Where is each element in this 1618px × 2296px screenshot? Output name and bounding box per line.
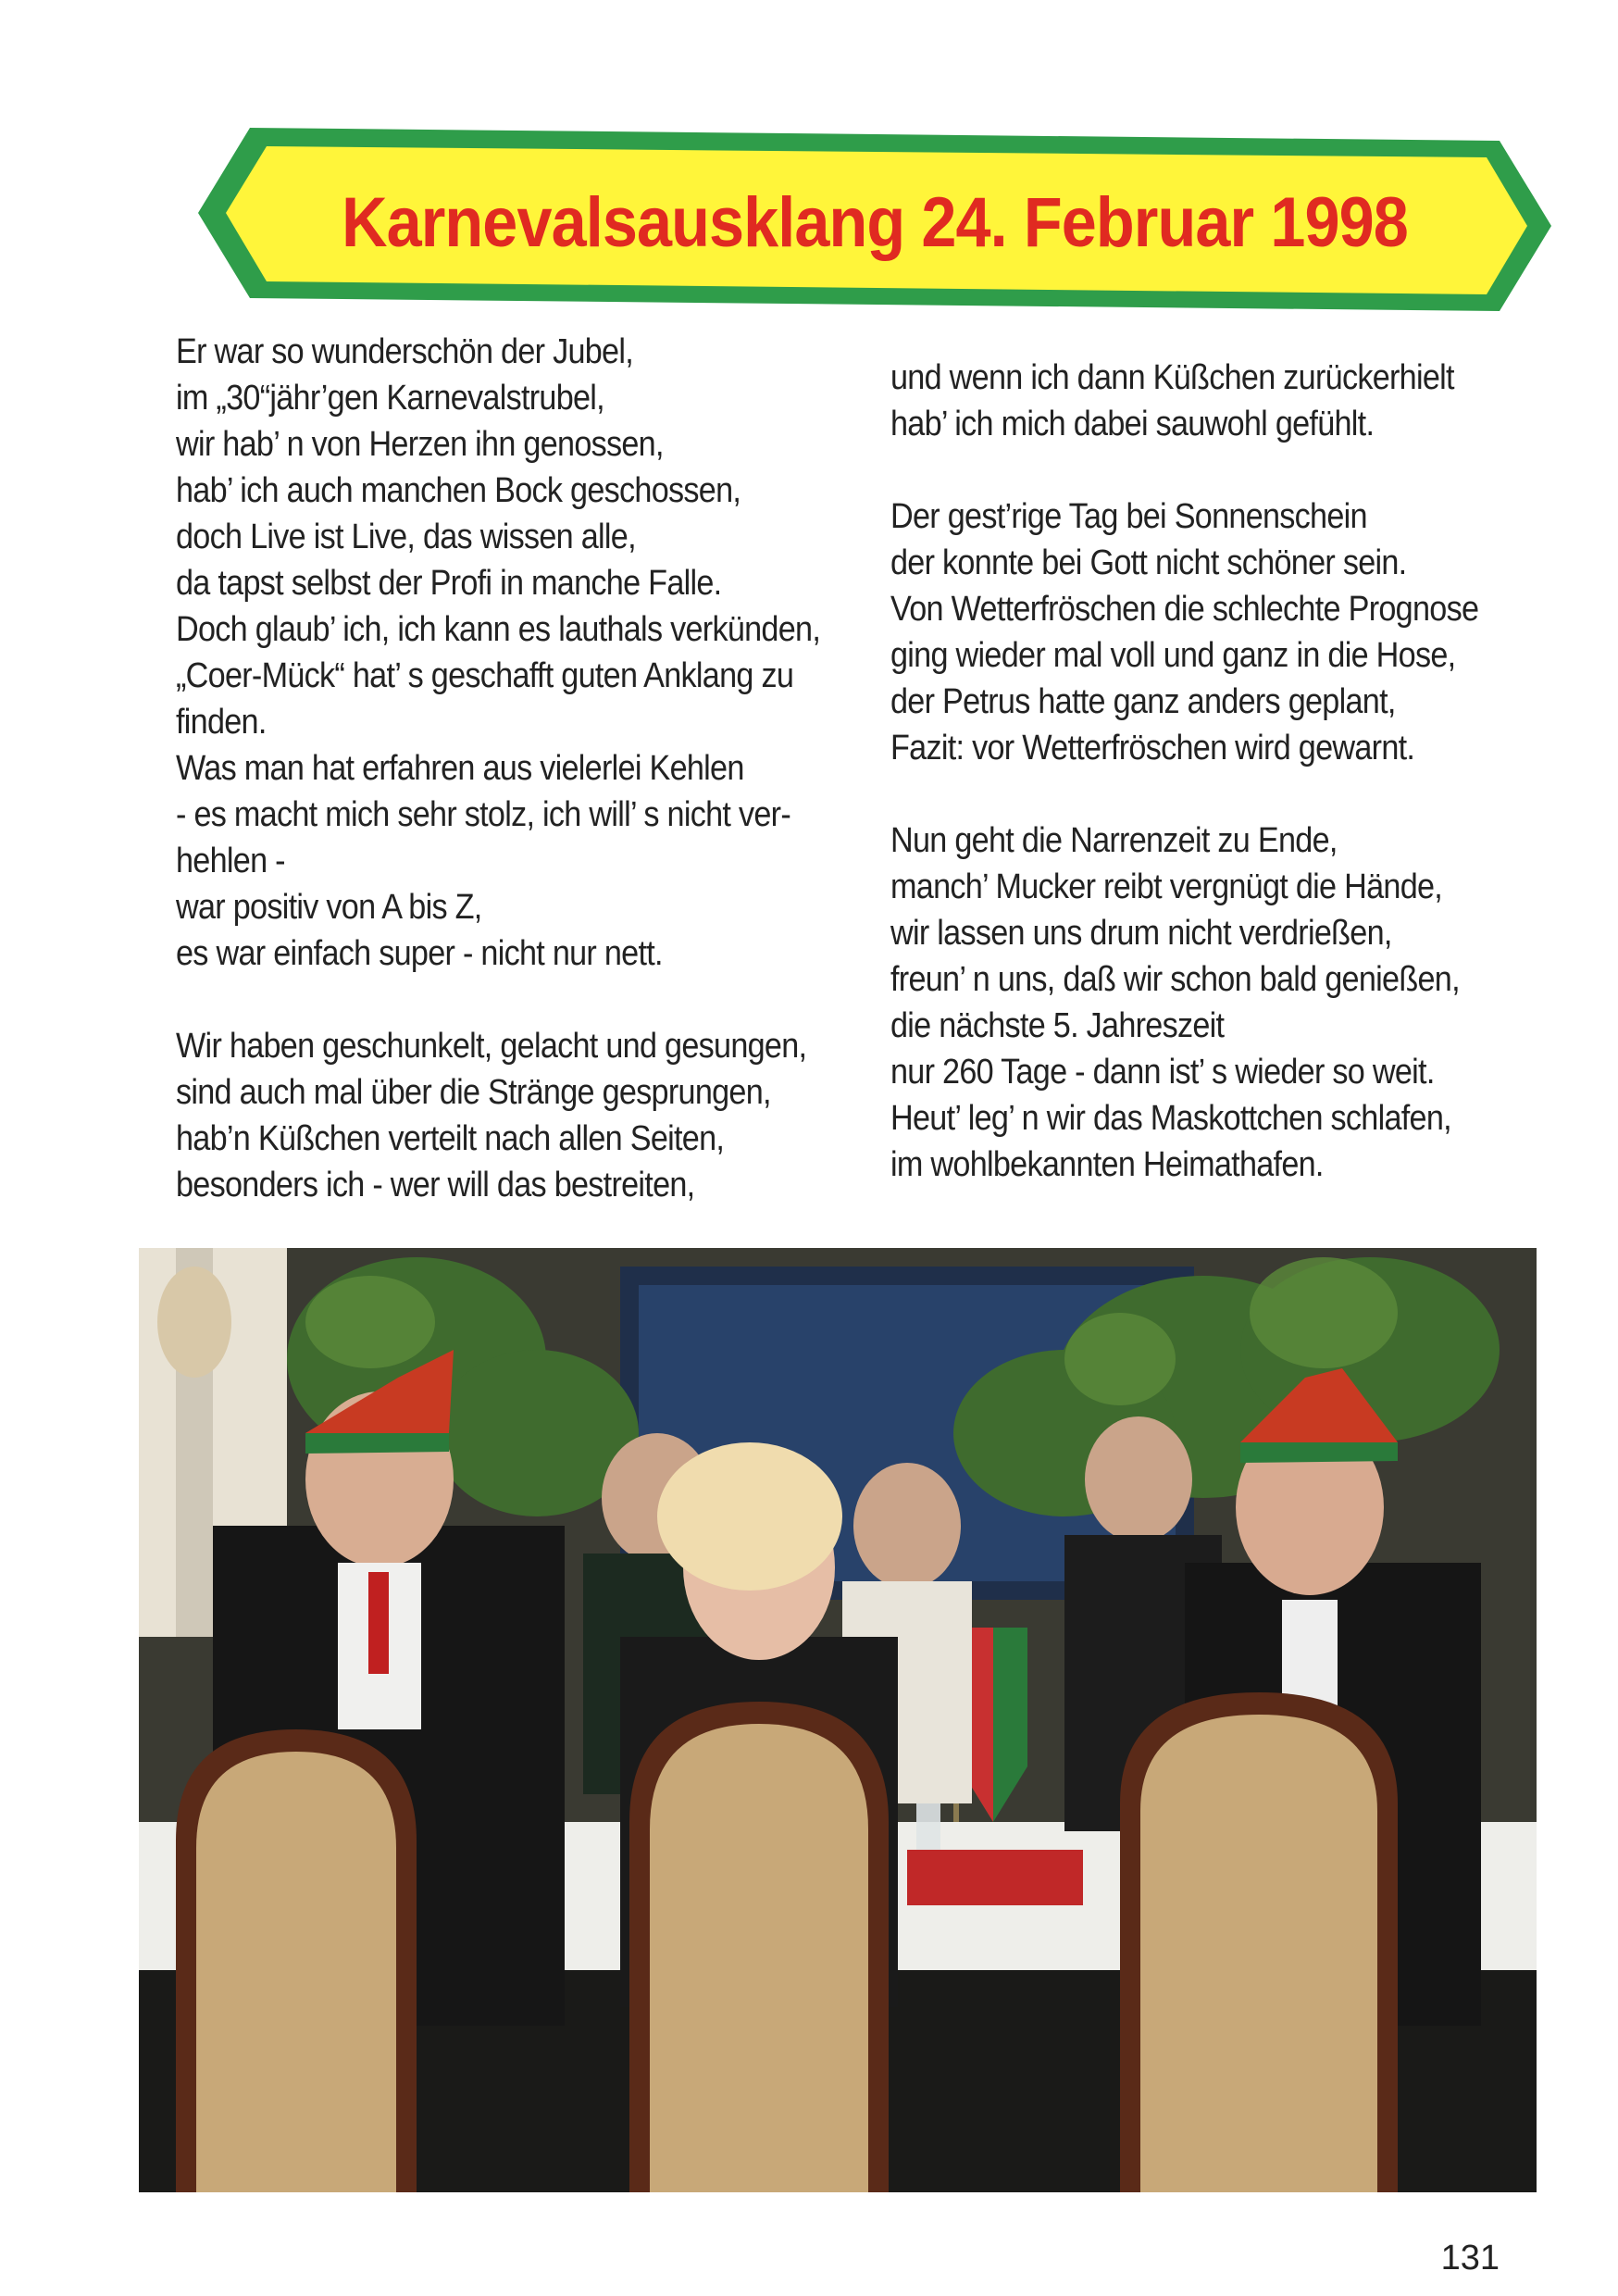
poem-line: „Coer-Mück“ hat’ s geschafft guten Anklang zu	[176, 656, 794, 695]
poem-line: Heut’ leg’ n wir das Maskottchen schlafen,	[890, 1099, 1451, 1138]
poem-line: hehlen -	[176, 842, 285, 880]
poem-line: besonders ich - wer will das bestreiten,	[176, 1166, 695, 1204]
poem-line: Doch glaub’ ich, ich kann es lauthals verkünden,	[176, 610, 821, 649]
page-number: 131	[1440, 2239, 1500, 2277]
poem-line: ging wieder mal voll und ganz in die Hose,	[890, 636, 1456, 675]
poem-line: hab’ ich auch manchen Bock geschossen,	[176, 471, 741, 510]
group-photo	[139, 1248, 1537, 2192]
poem-line: Fazit: vor Wetterfröschen wird gewarnt.	[890, 729, 1415, 767]
poem-line: der konnte bei Gott nicht schöner sein.	[890, 543, 1407, 582]
stanza-gap	[890, 771, 1474, 817]
poem-line: manch’ Mucker reibt vergnügt die Hände,	[890, 867, 1443, 906]
poem-line: doch Live ist Live, das wissen alle,	[176, 518, 636, 556]
poem-line: da tapst selbst der Profi in manche Falle.	[176, 564, 722, 603]
poem-line: und wenn ich dann Küßchen zurückerhielt	[890, 358, 1454, 397]
poem-line: es war einfach super - nicht nur nett.	[176, 934, 663, 973]
poem-line: war positiv von A bis Z,	[176, 888, 482, 927]
page-title: Karnevalsausklang 24. Februar 1998	[342, 182, 1408, 262]
poem-line: Von Wetterfröschen die schlechte Prognose	[890, 590, 1479, 629]
stanza-gap	[890, 447, 1474, 493]
poem-line: - es macht mich sehr stolz, ich will’ s nicht ver-	[176, 795, 791, 834]
poem-line: nur 260 Tage - dann ist’ s wieder so weit.	[890, 1053, 1435, 1092]
photo-illustration	[139, 1248, 1537, 2192]
poem-line: wir hab’ n von Herzen ihn genossen,	[176, 425, 664, 464]
poem-left-column	[176, 329, 821, 1208]
poem-line: die nächste 5. Jahreszeit	[890, 1006, 1225, 1045]
poem-line: hab’n Küßchen verteilt nach allen Seiten,	[176, 1119, 725, 1158]
poem-line: Nun geht die Narrenzeit zu Ende,	[890, 821, 1338, 860]
poem-right-column	[890, 355, 1479, 1188]
poem-line: Der gest’rige Tag bei Sonnenschein	[890, 497, 1367, 536]
poem-line: im „30“jähr’gen Karnevalstrubel,	[176, 379, 604, 418]
poem-line: hab’ ich mich dabei sauwohl gefühlt.	[890, 405, 1375, 443]
poem-line: sind auch mal über die Stränge gesprungen,	[176, 1073, 771, 1112]
poem-line: freun’ n uns, daß wir schon bald genießen,	[890, 960, 1460, 999]
poem-line: Wir haben geschunkelt, gelacht und gesungen,	[176, 1027, 807, 1066]
stanza-gap	[176, 977, 776, 1023]
poem-line: der Petrus hatte ganz anders geplant,	[890, 682, 1396, 721]
poem-line: Was man hat erfahren aus vielerlei Kehlen	[176, 749, 744, 788]
poem-line: im wohlbekannten Heimathafen.	[890, 1145, 1324, 1184]
poem-line: Er war so wunderschön der Jubel,	[176, 332, 634, 371]
title-banner	[194, 122, 1555, 322]
poem-line: wir lassen uns drum nicht verdrießen,	[890, 914, 1392, 953]
poem-line: finden.	[176, 703, 267, 742]
